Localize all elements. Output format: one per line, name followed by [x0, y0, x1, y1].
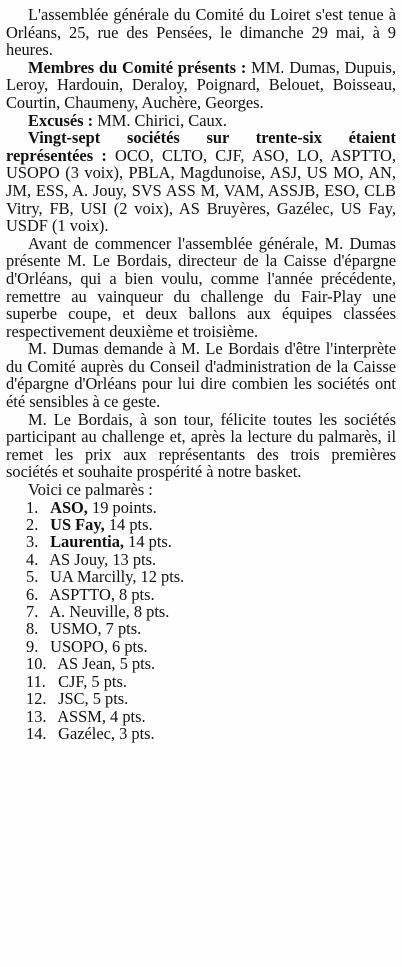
palmares-item: 1. ASO, 19 points. — [26, 497, 157, 517]
palmares-intro: Voici ce palmarès : — [28, 480, 153, 500]
palmares-item: 8. USMO, 7 pts. — [26, 619, 142, 639]
palmares-item: 2. US Fay, 14 pts. — [26, 515, 153, 535]
societies-label: Vingt-sept sociétés sur trente-six étaient représentées : — [6, 128, 396, 165]
body-paragraph-2: M. Dumas demande à M. Le Bordais d'être l'interprète du Comité auprès du Conseil d'administration de la Caisse d'épargne d'Orléans pour lui dire combien les sociétés ont été sensibles à ce geste. — [6, 339, 396, 412]
excused-list: MM. Chirici, Caux. — [93, 110, 227, 130]
members-paragraph — [6, 59, 396, 112]
palmares-item: 11. CJF, 5 pts. — [26, 671, 127, 691]
palmares-list — [6, 499, 396, 743]
body-paragraph-1: Avant de commencer l'assemblée générale, M. Dumas présente M. Le Bordais, directeur de la Caisse d'épargne d'Orléans, qui a bien voulu, comme l'année précédente, remettre au vainqueur du challenge du Fair-Play une superbe coupe, et deux ballons aux équipes classées respectivement deuxième et troisième. — [6, 233, 396, 341]
intro-paragraph: L'assemblée générale du Comité du Loiret s'est tenue à Orléans, 25, rue des Pensées, le dimanche 29 mai, à 9 heures. — [6, 5, 396, 60]
palmares-item: 4. AS Jouy, 13 pts. — [26, 549, 157, 569]
members-label: Membres du Comité présents : — [28, 57, 247, 77]
excused-label: Excusés : — [28, 110, 94, 130]
palmares-item: 3. Laurentia, 14 pts. — [26, 532, 172, 552]
members-list: MM. Dumas, Dupuis, Leroy, Hardouin, Deraloy, Poignard, Belouet, Boisseau, Courtin, Chaumeny, Auchère, Georges. — [6, 57, 396, 112]
palmares-item: 5. UA Marcilly, 12 pts. — [26, 567, 185, 587]
palmares-item: 6. ASPTTO, 8 pts. — [26, 584, 155, 604]
palmares-item: 10. AS Jean, 5 pts. — [26, 654, 156, 674]
body-paragraph-3: M. Le Bordais, à son tour, félicite toutes les sociétés participant au challenge et, après la lecture du palmarès, il remet les prix aux représentants des trois premières sociétés et souhaite prospérité à notre basket. — [6, 409, 396, 482]
excused-paragraph — [6, 112, 396, 130]
palmares-item: 13. ASSM, 4 pts. — [26, 706, 146, 726]
societies-paragraph — [6, 129, 396, 235]
palmares-item: 9. USOPO, 6 pts. — [26, 636, 148, 656]
palmares-item: 7. A. Neuville, 8 pts. — [26, 602, 170, 622]
palmares-item: 14. Gazélec, 3 pts. — [26, 723, 155, 743]
palmares-item: 12. JSC, 5 pts. — [26, 689, 129, 709]
societies-list: OCO, CLTO, CJF, ASO, LO, ASPTTO, USOPO (3 voix), PBLA, Magdunoise, ASJ, US MO, AN, JM, ESS, A. Jouy, SVS ASS M, VAM, ASSJB, ESO, CLB Vitry, FB, USI (2 voix), AS Bruyères, Gazélec, US Fay, USDF (1 voix). — [6, 145, 396, 236]
